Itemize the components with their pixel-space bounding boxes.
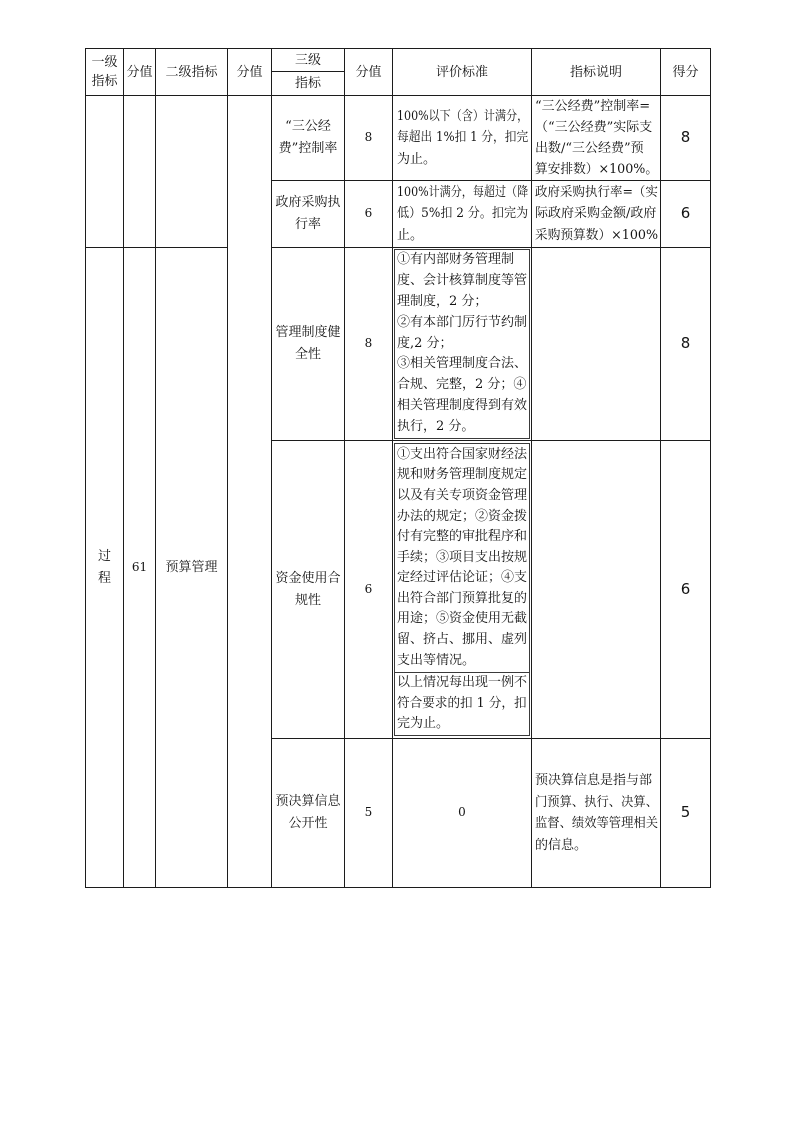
header-criteria-cell [392,48,532,96]
row-indicator-cell [271,95,345,181]
row-result-value: 8 [680,334,691,353]
row-score-value: 6 [364,581,373,596]
row-score-cell [344,738,393,888]
row-criteria-cell [392,95,532,181]
header-score3-cell [344,48,393,96]
criteria-note-line: 以上情况每出现一例不 [397,675,528,691]
row-result-cell [660,95,711,181]
criteria-line: 理制度，2 分； [397,294,488,309]
criteria-line: 定经过评估论证；④支 [397,570,528,586]
criteria-line: ②有本部门厉行节约制 [397,314,528,330]
criteria-note-line: 符合要求的扣 1 分，扣 [397,695,527,711]
description-line: 门预算、执行、决算、 [535,794,659,810]
header-level1-line: 一级 [91,55,118,70]
continued-level1-cell [85,95,124,248]
header-criteria-label: 评价标准 [435,64,488,80]
group-score1-value: 61 [131,559,148,574]
row-result-cell [660,247,711,441]
row-result-cell [660,738,711,888]
criteria-line: 相关管理制度得到有效 [397,397,528,413]
group-level1-cell [85,247,124,888]
row-score-value: 5 [364,805,373,820]
indicator-line: “三公经 [285,119,331,134]
criteria-line: 100%计满分，每超过（降 [397,184,529,200]
row-score-cell [344,247,393,441]
indicator-line: 行率 [294,217,321,232]
criteria-line: 以及有关专项资金管理 [397,487,528,503]
header-level2-label: 二级指标 [165,64,218,80]
criteria-line: 留、挤占、挪用、虚列 [397,632,528,648]
indicator-line: 公开性 [288,816,328,831]
criteria-line: 支出等情况。 [397,652,476,668]
row-result-value: 8 [680,128,691,147]
group-level1-line: 程 [97,570,111,586]
criteria-inner-box [394,249,530,439]
criteria-line: ①有内部财务管理制 [397,252,515,268]
description-line: 预决算信息是指与部 [535,773,653,788]
criteria-line: ③相关管理制度合法、 [397,356,528,372]
criteria-line: 手续；③项目支出按规 [397,549,528,565]
header-score1-cell [123,48,156,96]
row-score-cell [344,440,393,739]
row-description-cell [531,180,661,248]
criteria-line: 0 [458,805,466,820]
criteria-line: 度、会计核算制度等管 [397,273,528,289]
description-line: 采购预算数）×100% [535,227,659,243]
row-criteria-cell [392,738,532,888]
header-result-cell [660,48,711,96]
indicator-line: 费”控制率 [278,141,338,156]
description-line: “三公经费”控制率= [535,99,651,114]
header-score3-label: 分值 [355,64,382,80]
criteria-line: 办法的规定；②资金拨 [397,508,528,524]
row-description-cell [531,247,661,441]
row-indicator-cell [271,180,345,248]
continued-level2-cell [155,95,228,248]
criteria-line: 执行，2 分。 [397,418,475,434]
header-level3-bottom-cell [271,71,345,96]
row-result-cell [660,440,711,739]
indicator-line: 规性 [294,592,321,608]
indicator-line: 管理制度健 [275,325,341,340]
criteria-inner-box [394,443,530,673]
row-description-cell [531,738,661,888]
row-result-cell [660,180,711,248]
description-line: 监督、绩效等管理相关 [535,816,659,831]
row-score-cell [344,95,393,181]
row-score-value: 8 [364,130,373,145]
criteria-line: 付有完整的审批程序和 [397,529,528,545]
criteria-line: 低）5%扣 2 分。扣完为 [397,206,529,222]
group-score1-cell [123,247,156,888]
criteria-note-line: 完为止。 [397,716,450,732]
row-score-value: 6 [364,206,373,221]
row-indicator-cell [271,247,345,441]
description-line: 算安排数）×100%。 [535,162,659,177]
header-description-label: 指标说明 [569,64,622,80]
group-level2-cell [155,247,228,888]
indicator-line: 全性 [294,347,321,362]
row-indicator-cell [271,440,345,739]
header-result-label: 得分 [672,64,699,80]
header-level3-top-label: 三级 [294,52,321,68]
header-level1-line: 指标 [91,74,118,89]
row-result-value: 6 [680,579,691,598]
indicator-line: 政府采购执 [275,195,341,210]
criteria-line: 100%以下（含）计满分， [397,108,529,124]
continued-score1-cell [123,95,156,248]
header-level2-cell [155,48,228,96]
criteria-line: 规和财务管理制度规定 [397,467,528,483]
indicator-line: 资金使用合 [275,570,341,586]
criteria-line: 出符合部门预算批复的 [397,590,528,606]
header-level3-bottom-label: 指标 [294,76,321,91]
description-line: 出数/“三公经费”预 [535,141,644,156]
group-level2-label: 预算管理 [165,559,218,575]
description-line: （“三公经费”实际支 [535,120,653,135]
row-criteria-cell [392,180,532,248]
row-result-value: 5 [680,803,691,822]
row-score-cell [344,180,393,248]
criteria-line: 每超出 1%扣 1 分，扣完 [397,130,529,146]
header-score1-label: 分值 [126,64,153,80]
criteria-line: 为止。 [397,151,437,167]
criteria-line: 合规、完整，2 分；④ [397,377,527,393]
group-level1-line: 过 [97,548,111,564]
criteria-line: 度,2 分； [397,335,453,351]
description-line: 政府采购执行率=（实 [535,184,658,200]
description-line: 的信息。 [535,837,588,853]
row-indicator-cell [271,738,345,888]
header-level3-top-cell [271,48,345,72]
header-score2-cell [227,48,272,96]
row-result-value: 6 [680,204,691,223]
score2-column-cell [227,95,272,888]
description-line: 际政府采购金额/政府 [535,206,657,222]
criteria-line: ①支出符合国家财经法 [397,446,528,462]
row-score-value: 8 [364,336,373,351]
row-description-cell [531,440,661,739]
indicator-line: 预决算信息 [275,794,341,809]
header-score2-label: 分值 [236,64,263,80]
criteria-note-box [394,672,530,736]
header-level1-cell [85,48,124,96]
header-description-cell [531,48,661,96]
criteria-line: 用途；⑤资金使用无截 [397,611,528,627]
criteria-line: 止。 [397,227,424,243]
row-description-cell [531,95,661,181]
